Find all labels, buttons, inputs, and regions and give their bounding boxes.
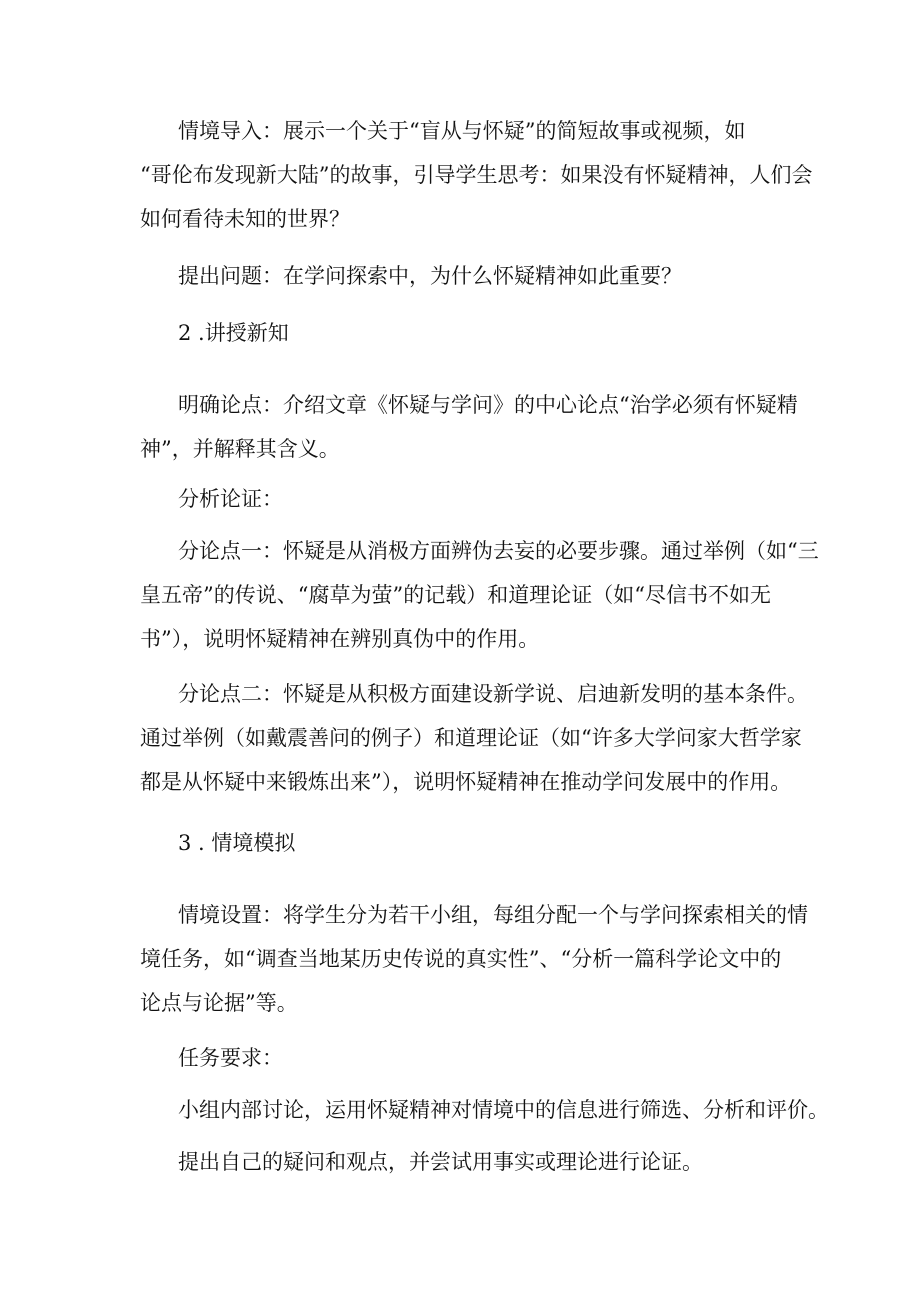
- point2-line-1: 分论点二：怀疑是从积极方面建设新学说、启迪新发明的基本条件。: [178, 682, 808, 706]
- task-item-2: 提出自己的疑问和观点，并尝试用事实或理论进行论证。: [178, 1150, 703, 1174]
- question-text: 提出问题：在学问探索中，为什么怀疑精神如此重要？: [178, 264, 682, 288]
- point2-line-2: 通过举例（如戴震善问的例子）和道理论证（如“许多大学问家大哲学家: [140, 726, 802, 750]
- setup-line-1: 情境设置：将学生分为若干小组，每组分配一个与学问探索相关的情: [178, 903, 808, 927]
- point2-paragraph: [140, 672, 808, 804]
- point1-paragraph: [140, 529, 819, 661]
- question-paragraph: [178, 254, 682, 298]
- thesis-line-2: 神”，并解释其含义。: [140, 437, 340, 461]
- task-item-1: 小组内部讨论，运用怀疑精神对情境中的信息进行筛选、分析和评价。: [178, 1098, 829, 1122]
- setup-line-2: 境任务，如“调查当地某历史传说的真实性”、“分析一篇科学论文中的: [140, 947, 782, 971]
- point1-line-3: 书”），说明怀疑精神在辨别真伪中的作用。: [140, 627, 540, 651]
- task-label: 任务要求：: [178, 1046, 283, 1070]
- setup-line-3: 论点与论据”等。: [140, 991, 298, 1015]
- section-2-heading: 2 .讲授新知: [178, 321, 289, 345]
- intro-line-2: “哥伦布发现新大陆”的故事，引导学生思考：如果没有怀疑精神，人们会: [140, 163, 813, 187]
- intro-paragraph: [140, 109, 812, 241]
- thesis-line-1: 明确论点：介绍文章《怀疑与学问》的中心论点“治学必须有怀疑精: [178, 393, 798, 417]
- point1-line-1: 分论点一：怀疑是从消极方面辨伪去妄的必要步骤。通过举例（如“三: [178, 539, 819, 563]
- intro-line-3: 如何看待未知的世界？: [140, 207, 350, 231]
- thesis-paragraph: [140, 383, 798, 471]
- intro-line-1: 情境导入：展示一个关于“盲从与怀疑”的简短故事或视频，如: [178, 119, 746, 143]
- section-3-heading: 3 . 情境模拟: [178, 831, 296, 855]
- point1-line-2: 皇五帝”的传说、“腐草为萤”的记载）和道理论证（如“尽信书不如无: [140, 583, 771, 607]
- setup-paragraph: [140, 893, 808, 1025]
- analysis-label: 分析论证：: [178, 487, 283, 511]
- point2-line-3: 都是从怀疑中来锻炼出来”），说明怀疑精神在推动学问发展中的作用。: [140, 770, 792, 794]
